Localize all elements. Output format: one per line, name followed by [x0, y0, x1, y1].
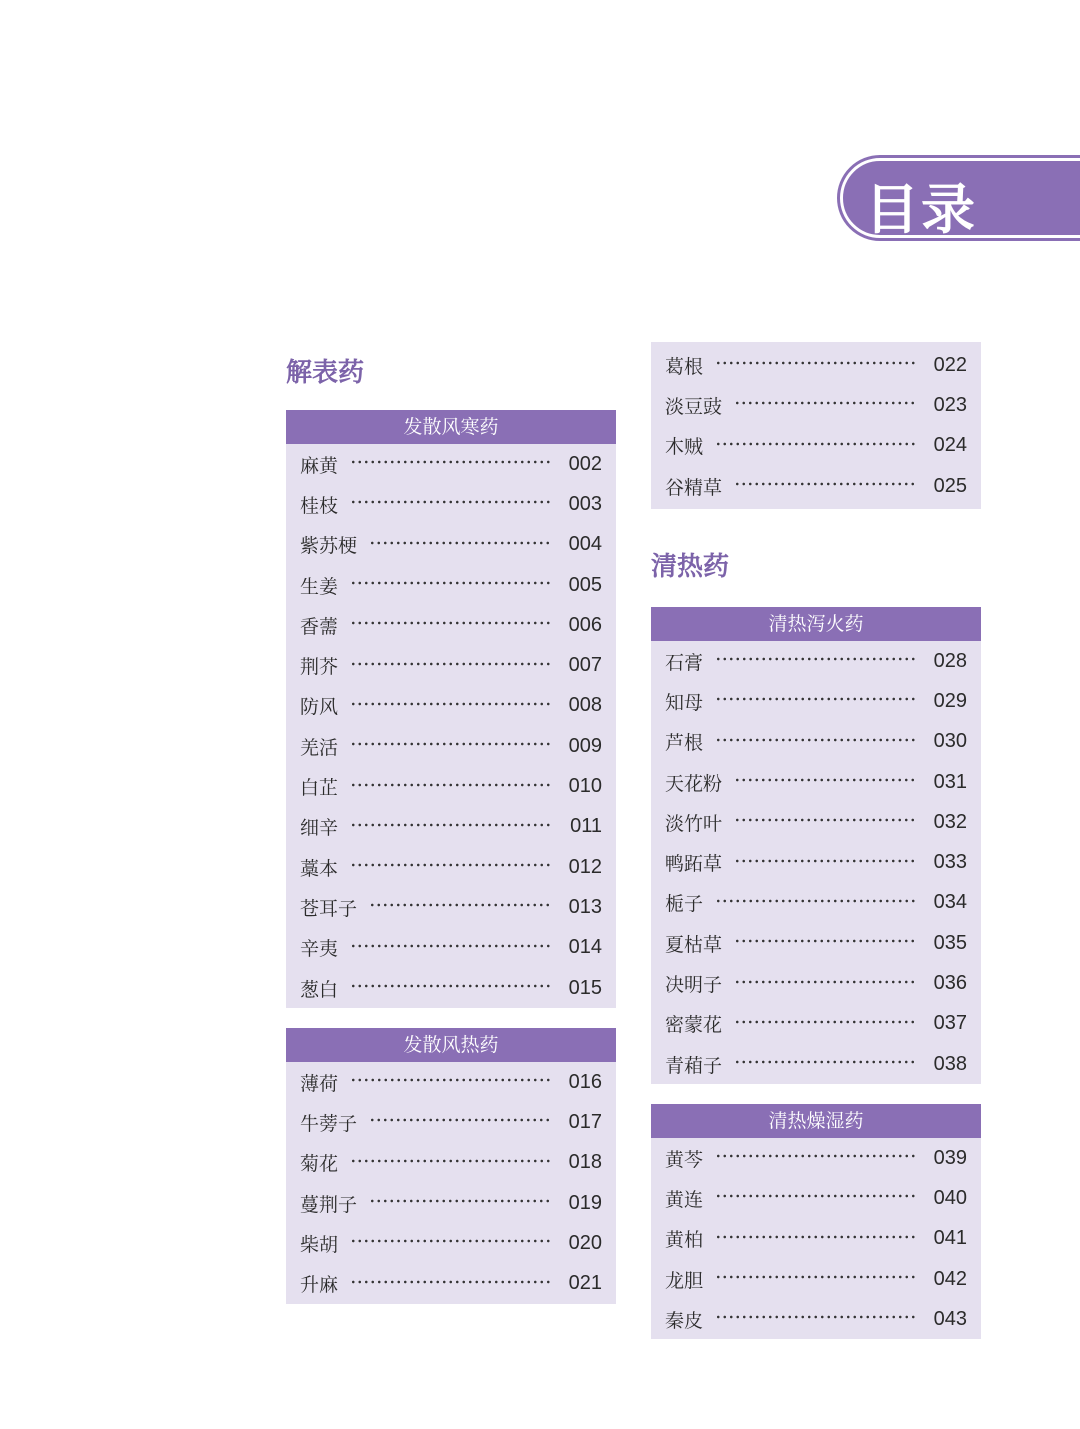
dot-leader	[734, 1018, 915, 1026]
entry-name: 淡豆豉	[665, 395, 723, 418]
dot-leader	[350, 821, 550, 829]
entry-name: 升麻	[300, 1274, 339, 1297]
entry-name: 生姜	[300, 575, 339, 598]
entry-page-number: 009	[568, 734, 602, 757]
entry-page-number: 006	[568, 613, 602, 636]
entry-page-number: 003	[568, 492, 602, 515]
dot-leader	[734, 399, 915, 407]
toc-entry[interactable]	[651, 1178, 981, 1218]
entry-page-number: 043	[933, 1307, 967, 1330]
dot-leader	[715, 1273, 915, 1281]
entry-name: 石膏	[665, 651, 704, 674]
box-title: 清热泻火药	[651, 607, 981, 641]
entry-page-number: 030	[933, 730, 967, 753]
toc-title: 目录	[865, 178, 977, 241]
dot-leader	[715, 1192, 915, 1200]
entry-name: 菊花	[300, 1153, 339, 1176]
toc-entry[interactable]	[651, 762, 981, 802]
toc-entry[interactable]	[286, 686, 616, 726]
toc-entry[interactable]	[286, 1183, 616, 1223]
entry-name: 薄荷	[300, 1072, 339, 1095]
dot-leader	[350, 700, 550, 708]
entry-name: 葱白	[300, 978, 339, 1001]
toc-entry[interactable]	[286, 807, 616, 847]
dot-leader	[715, 1313, 915, 1321]
entry-name: 秦皮	[665, 1309, 704, 1332]
toc-box-qingre-xiehuo	[651, 607, 981, 1084]
entry-page-number: 014	[568, 936, 602, 959]
toc-entry[interactable]	[286, 645, 616, 685]
toc-entry[interactable]	[651, 1138, 981, 1178]
entry-name: 知母	[665, 691, 704, 714]
entry-name: 黄连	[665, 1188, 704, 1211]
entry-page-number: 017	[568, 1110, 602, 1133]
entry-page-number: 018	[568, 1151, 602, 1174]
toc-entry[interactable]	[286, 525, 616, 565]
toc-entry[interactable]	[651, 1044, 981, 1084]
dot-leader	[715, 695, 915, 703]
entry-name: 鸭跖草	[665, 853, 723, 876]
dot-leader	[350, 740, 550, 748]
dot-leader	[350, 498, 550, 506]
dot-leader	[350, 1278, 550, 1286]
entry-name: 细辛	[300, 817, 339, 840]
entry-page-number: 024	[933, 434, 967, 457]
toc-box-fengre-continued	[651, 342, 981, 509]
entry-page-number: 025	[933, 474, 967, 497]
toc-entry[interactable]	[651, 466, 981, 506]
entry-name: 桂枝	[300, 494, 339, 517]
dot-leader	[350, 781, 550, 789]
entry-page-number: 035	[933, 931, 967, 954]
entry-page-number: 016	[568, 1070, 602, 1093]
entry-name: 决明子	[665, 974, 723, 997]
entry-page-number: 036	[933, 972, 967, 995]
entry-name: 夏枯草	[665, 933, 723, 956]
dot-leader	[734, 1058, 915, 1066]
entry-name: 防风	[300, 696, 339, 719]
entry-page-number: 022	[933, 353, 967, 376]
toc-entry[interactable]	[651, 1299, 981, 1339]
entry-page-number: 005	[568, 573, 602, 596]
toc-entry[interactable]	[286, 1062, 616, 1102]
entry-page-number: 010	[568, 775, 602, 798]
toc-box-qingre-zaoshi	[651, 1104, 981, 1339]
entry-page-number: 033	[933, 851, 967, 874]
entry-name: 紫苏梗	[300, 535, 358, 558]
entry-name: 蔓荆子	[300, 1193, 358, 1216]
toc-entry[interactable]	[651, 722, 981, 762]
entry-page-number: 015	[568, 976, 602, 999]
entry-page-number: 031	[933, 770, 967, 793]
entry-name: 龙胆	[665, 1269, 704, 1292]
entry-name: 辛夷	[300, 938, 339, 961]
dot-leader	[734, 857, 915, 865]
dot-leader	[715, 440, 915, 448]
entry-name: 麻黄	[300, 454, 339, 477]
toc-entry[interactable]	[286, 847, 616, 887]
toc-entry[interactable]	[286, 928, 616, 968]
entry-page-number: 013	[568, 895, 602, 918]
entry-name: 苍耳子	[300, 897, 358, 920]
entry-page-number: 011	[570, 815, 602, 838]
toc-box-fasan-fenghan	[286, 410, 616, 1008]
entry-name: 荆芥	[300, 656, 339, 679]
entry-name: 牛蒡子	[300, 1112, 358, 1135]
toc-entry[interactable]	[286, 726, 616, 766]
toc-entry[interactable]	[286, 1143, 616, 1183]
toc-entry[interactable]	[286, 565, 616, 605]
entry-page-number: 021	[568, 1272, 602, 1295]
entry-page-number: 002	[568, 452, 602, 475]
dot-leader	[734, 816, 915, 824]
dot-leader	[350, 1157, 550, 1165]
toc-entry[interactable]	[286, 605, 616, 645]
toc-entry[interactable]	[286, 968, 616, 1008]
dot-leader	[350, 861, 550, 869]
entry-name: 羌活	[300, 736, 339, 759]
entry-page-number: 020	[568, 1231, 602, 1254]
entry-page-number: 004	[568, 533, 602, 556]
entry-page-number: 038	[933, 1052, 967, 1075]
entry-page-number: 042	[933, 1267, 967, 1290]
entry-name: 天花粉	[665, 772, 723, 795]
toc-entry[interactable]	[651, 426, 981, 466]
entry-page-number: 019	[568, 1191, 602, 1214]
entry-page-number: 041	[933, 1227, 967, 1250]
dot-leader	[715, 897, 915, 905]
toc-box-fasan-fengre	[286, 1028, 616, 1304]
box-title: 发散风热药	[286, 1028, 616, 1062]
section-heading-qingre: 清热药	[651, 552, 730, 582]
dot-leader	[715, 655, 915, 663]
toc-entry[interactable]	[651, 345, 981, 385]
dot-leader	[734, 776, 915, 784]
dot-leader	[715, 736, 915, 744]
dot-leader	[369, 1197, 550, 1205]
toc-entry[interactable]	[286, 444, 616, 484]
dot-leader	[369, 901, 550, 909]
dot-leader	[734, 480, 915, 488]
toc-entry[interactable]	[651, 963, 981, 1003]
box-title: 清热燥湿药	[651, 1104, 981, 1138]
dot-leader	[350, 660, 550, 668]
dot-leader	[734, 978, 915, 986]
section-heading-jiebiao: 解表药	[286, 358, 365, 388]
toc-entry[interactable]	[286, 1263, 616, 1303]
dot-leader	[350, 1237, 550, 1245]
entry-page-number: 028	[933, 649, 967, 672]
entry-name: 黄芩	[665, 1148, 704, 1171]
entry-name: 葛根	[665, 355, 704, 378]
entry-name: 谷精草	[665, 476, 723, 499]
dot-leader	[369, 539, 550, 547]
toc-entry[interactable]	[651, 681, 981, 721]
toc-entry[interactable]	[651, 1219, 981, 1259]
entry-name: 木贼	[665, 436, 704, 459]
dot-leader	[350, 942, 550, 950]
entry-page-number: 040	[933, 1186, 967, 1209]
entry-page-number: 039	[933, 1146, 967, 1169]
toc-entry[interactable]	[651, 883, 981, 923]
dot-leader	[715, 359, 915, 367]
entry-name: 藁本	[300, 857, 339, 880]
entry-page-number: 029	[933, 689, 967, 712]
entry-name: 栀子	[665, 893, 704, 916]
toc-entry[interactable]	[286, 887, 616, 927]
toc-entry[interactable]	[651, 923, 981, 963]
entry-page-number: 034	[933, 891, 967, 914]
toc-entry[interactable]	[651, 1004, 981, 1044]
dot-leader	[734, 937, 915, 945]
entry-page-number: 023	[933, 393, 967, 416]
entry-name: 白芷	[300, 777, 339, 800]
entry-name: 黄柏	[665, 1229, 704, 1252]
dot-leader	[350, 458, 550, 466]
entry-name: 青葙子	[665, 1054, 723, 1077]
entry-page-number: 037	[933, 1012, 967, 1035]
dot-leader	[350, 1076, 550, 1084]
toc-entry[interactable]	[651, 641, 981, 681]
toc-entry[interactable]	[286, 1102, 616, 1142]
dot-leader	[350, 579, 550, 587]
dot-leader	[715, 1152, 915, 1160]
box-title: 发散风寒药	[286, 410, 616, 444]
dot-leader	[369, 1116, 550, 1124]
toc-entry[interactable]	[651, 1259, 981, 1299]
toc-entry[interactable]	[651, 842, 981, 882]
toc-entry[interactable]	[286, 484, 616, 524]
dot-leader	[715, 1233, 915, 1241]
toc-entry[interactable]	[286, 766, 616, 806]
dot-leader	[350, 982, 550, 990]
entry-page-number: 032	[933, 810, 967, 833]
toc-entry[interactable]	[286, 1223, 616, 1263]
toc-entry[interactable]	[651, 802, 981, 842]
entry-page-number: 012	[568, 855, 602, 878]
entry-name: 香薷	[300, 615, 339, 638]
entry-name: 芦根	[665, 732, 704, 755]
dot-leader	[350, 619, 550, 627]
entry-page-number: 007	[568, 654, 602, 677]
entry-name: 密蒙花	[665, 1014, 723, 1037]
toc-title-tab	[840, 158, 1080, 241]
entry-page-number: 008	[568, 694, 602, 717]
entry-name: 淡竹叶	[665, 812, 723, 835]
toc-entry[interactable]	[651, 385, 981, 425]
entry-name: 柴胡	[300, 1233, 339, 1256]
